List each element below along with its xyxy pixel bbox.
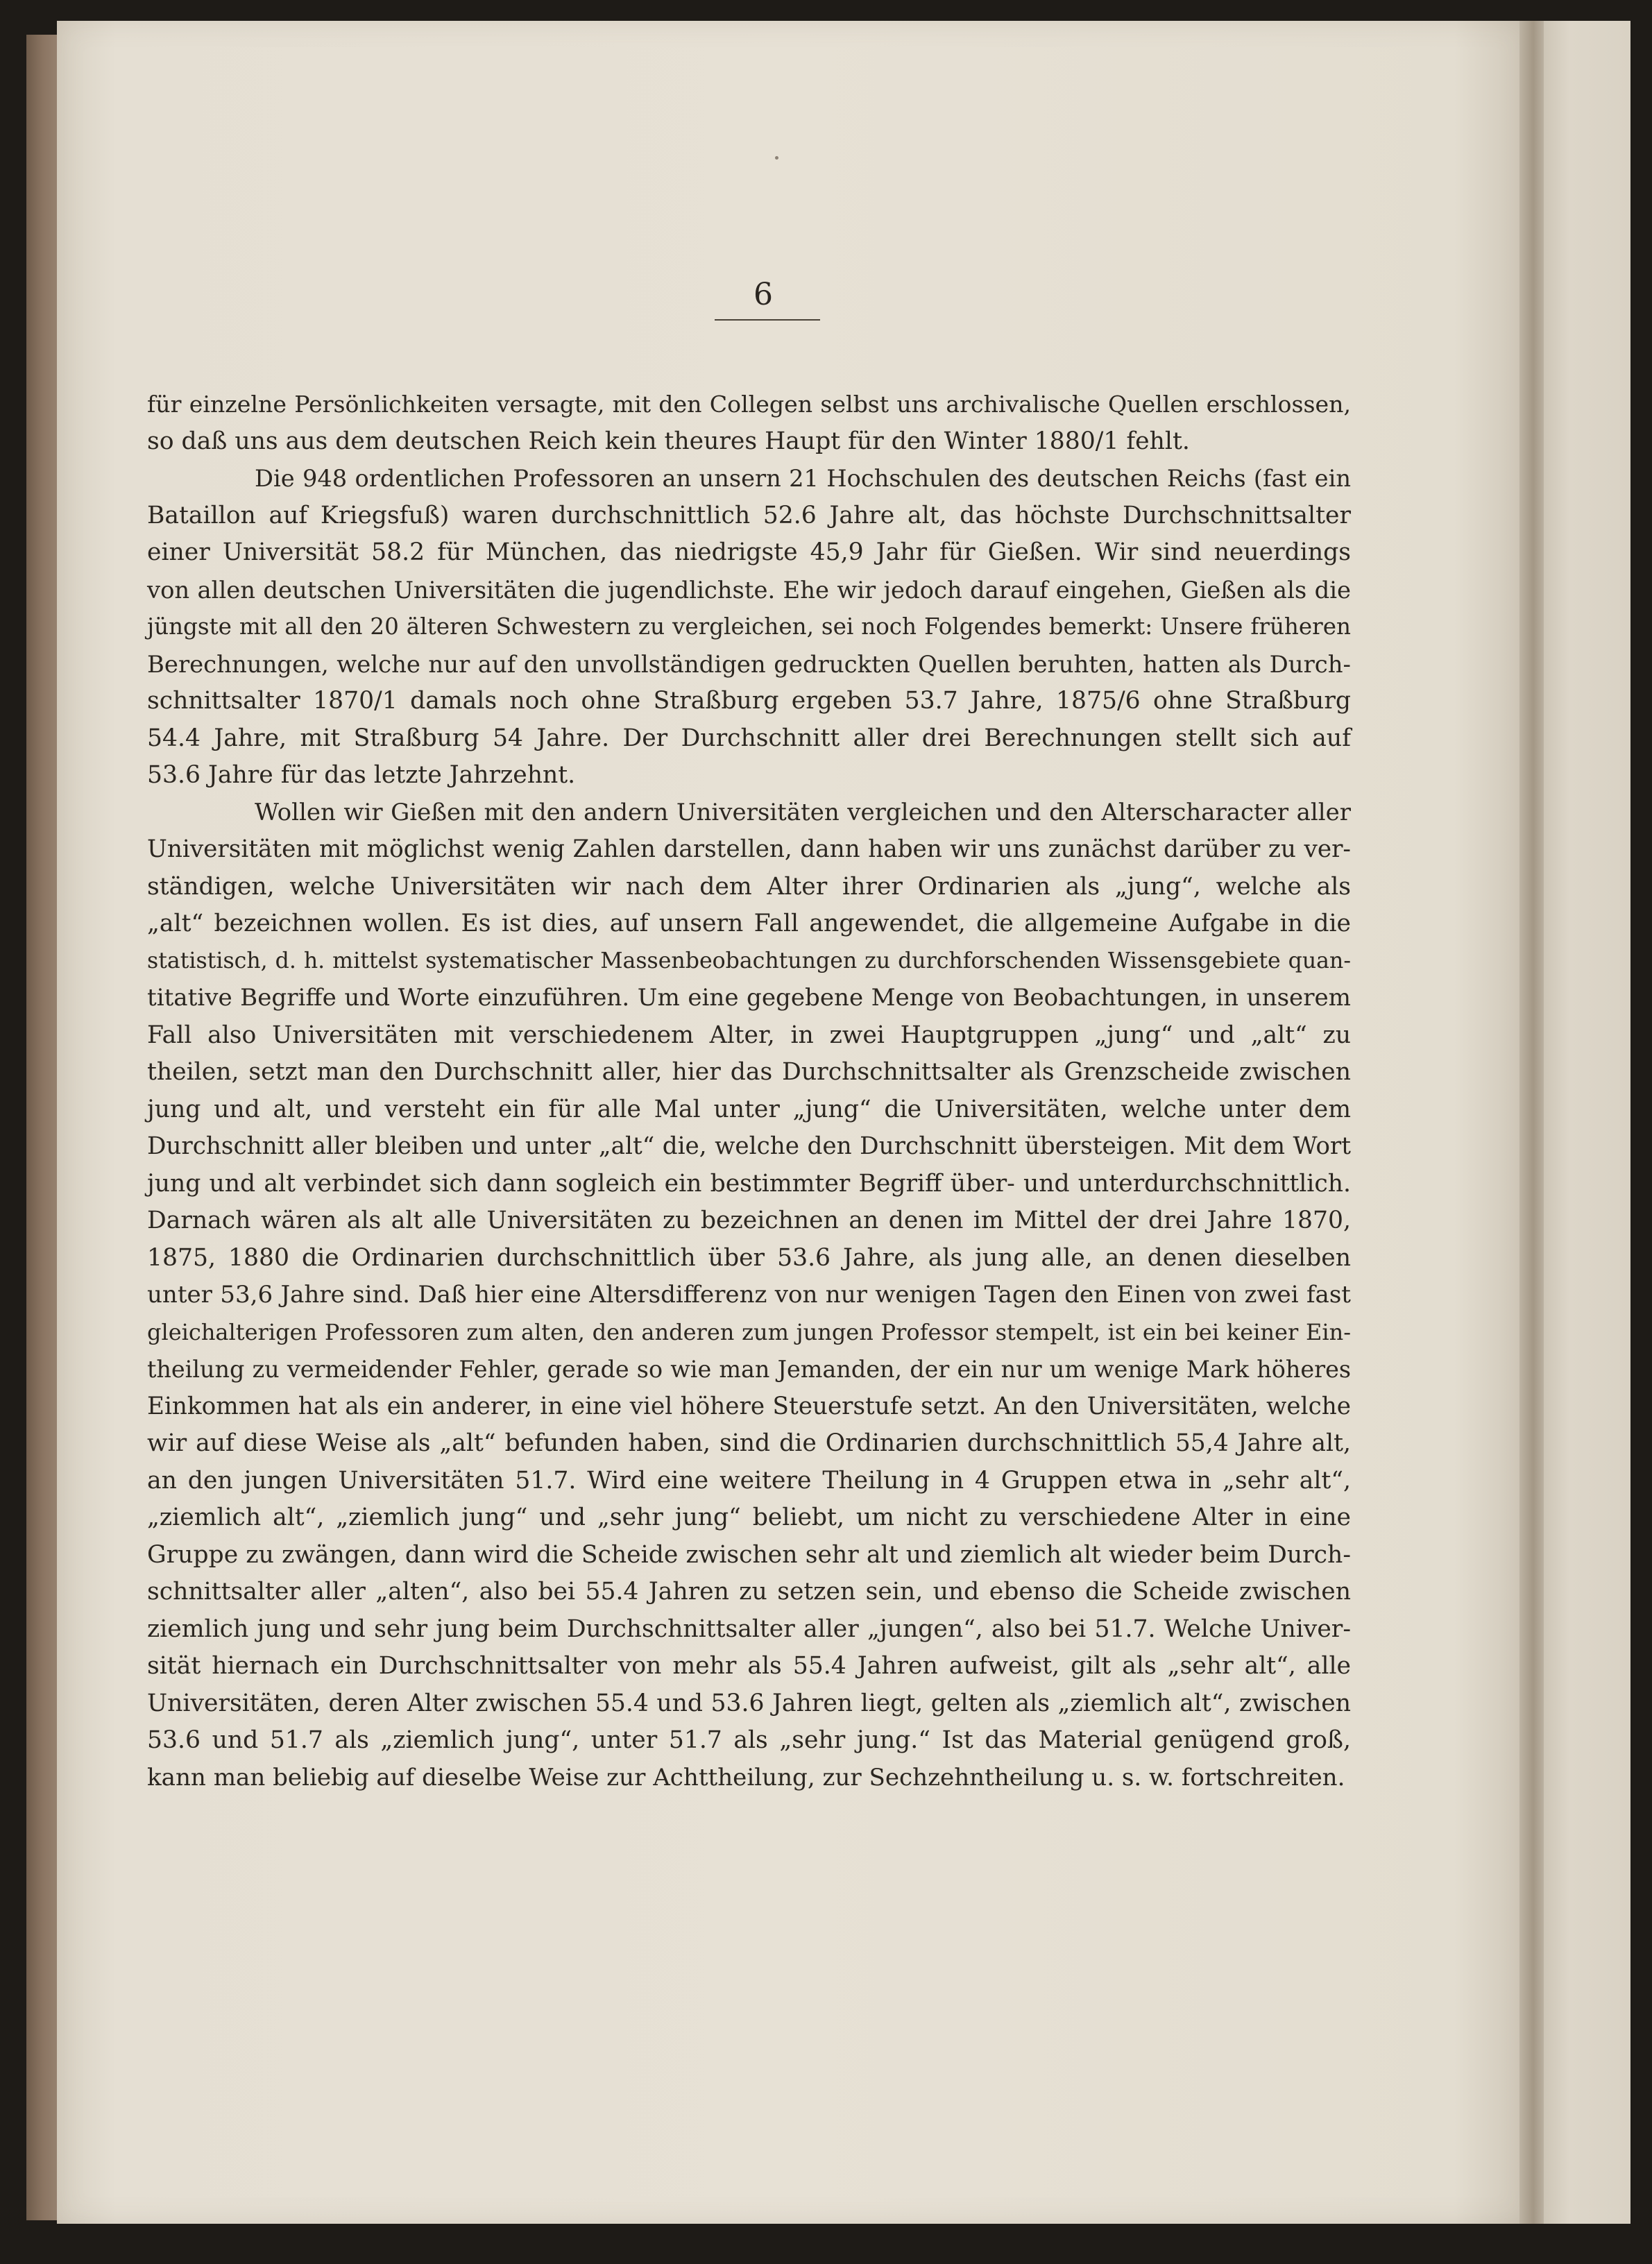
text-line: sität hiernach ein Durchschnittsalter von mehr als 55.4 Jahren aufweist, gilt als „sehr alt“, alle xyxy=(147,1652,1351,1680)
text-line: Einkommen hat als ein anderer, in eine viel höhere Steuerstufe setzt. An den Universitäten, welche xyxy=(147,1392,1351,1420)
text-line: Wollen wir Gießen mit den andern Universitäten vergleichen und den Alterscharacter aller xyxy=(255,798,1351,826)
text-line: jüngste mit all den 20 älteren Schwestern zu vergleichen, sei noch Folgendes bemerkt: Unsere früheren xyxy=(147,613,1351,640)
text-line: für einzelne Persönlichkeiten versagte, mit den Collegen selbst uns archivalische Quellen erschlossen, xyxy=(147,391,1351,418)
text-line: von allen deutschen Universitäten die jugendlichste. Ehe wir jedoch darauf eingehen, Gießen als die xyxy=(147,576,1351,604)
paper-speck xyxy=(775,156,778,160)
text-line: „alt“ bezeichnen wollen. Es ist dies, auf unsern Fall angewendet, die allgemeine Aufgabe in die xyxy=(147,910,1351,937)
text-line: Bataillon auf Kriegsfuß) waren durchschnittlich 52.6 Jahre alt, das höchste Durchschnittsalter xyxy=(147,501,1351,529)
text-line: Durchschnitt aller bleiben und unter „alt“ die, welche den Durchschnitt übersteigen. Mit dem Wort xyxy=(147,1132,1351,1160)
binding-gutter xyxy=(1519,21,1547,2224)
text-line: Universitäten, deren Alter zwischen 55.4 und 53.6 Jahren liegt, gelten als „ziemlich alt“, zwischen xyxy=(147,1689,1351,1717)
text-line: statistisch, d. h. mittelst systematischer Massenbeobachtungen zu durchforschenden Wissensgebiete quan- xyxy=(147,948,1351,973)
text-line: ziemlich jung und sehr jung beim Durchschnittsalter aller „jungen“, also bei 51.7. Welche Univer- xyxy=(147,1615,1351,1643)
text-line: schnittsalter 1870/1 damals noch ohne Straßburg ergeben 53.7 Jahre, 1875/6 ohne Straßburg xyxy=(147,687,1351,715)
text-line: Die 948 ordentlichen Professoren an unsern 21 Hochschulen des deutschen Reichs (fast ein xyxy=(255,465,1351,492)
text-line: 1875, 1880 die Ordinarien durchschnittlich über 53.6 Jahre, als jung alle, an denen dieselben xyxy=(147,1243,1351,1272)
text-line: Berechnungen, welche nur auf den unvollständigen gedruckten Quellen beruhten, hatten als Durch- xyxy=(147,650,1351,678)
text-line: „ziemlich alt“, „ziemlich jung“ und „sehr jung“ beliebt, um nicht zu verschiedene Alter in eine xyxy=(147,1504,1351,1531)
text-line: an den jungen Universitäten 51.7. Wird eine weitere Theilung in 4 Gruppen etwa in „sehr alt“, xyxy=(147,1466,1351,1495)
text-line: theilung zu vermeidender Fehler, gerade so wie man Jemanden, der ein nur um wenige Mark höheres xyxy=(147,1356,1351,1383)
text-line: 53.6 und 51.7 als „ziemlich jung“, unter 51.7 als „sehr jung.“ Ist das Material genügend groß, xyxy=(147,1726,1351,1754)
text-line: 54.4 Jahre, mit Straßburg 54 Jahre. Der Durchschnitt aller drei Berechnungen stellt sich auf xyxy=(147,724,1351,752)
text-line: Universitäten mit möglichst wenig Zahlen darstellen, dann haben wir uns zunächst darüber zu ver- xyxy=(147,835,1351,863)
text-line: wir auf diese Weise als „alt“ befunden haben, sind die Ordinarien durchschnittlich 55,4 Jahre alt, xyxy=(147,1429,1351,1457)
body-text xyxy=(147,386,1351,1796)
text-line: schnittsalter aller „alten“, also bei 55.4 Jahren zu setzen sein, und ebenso die Scheide zwischen xyxy=(147,1578,1351,1606)
text-line: ständigen, welche Universitäten wir nach dem Alter ihrer Ordinarien als „jung“, welche als xyxy=(147,872,1351,901)
text-line: theilen, setzt man den Durchschnitt aller, hier das Durchschnittsalter als Grenzscheide zwischen xyxy=(147,1058,1351,1086)
page-number: 6 xyxy=(753,277,773,312)
text-line: kann man beliebig auf dieselbe Weise zur Achttheilung, zur Sechzehntheilung u. s. w. fortschreiten. xyxy=(147,1763,1345,1791)
text-line: gleichalterigen Professoren zum alten, den anderen zum jungen Professor stempelt, ist ein bei keiner Ein- xyxy=(147,1318,1351,1345)
adjacent-page-edge xyxy=(1544,21,1630,2224)
text-line: Darnach wären als alt alle Universitäten zu bezeichnen an denen im Mittel der drei Jahre 1870, xyxy=(147,1207,1351,1234)
text-line: Gruppe zu zwängen, dann wird die Scheide zwischen sehr alt und ziemlich alt wieder beim Durch- xyxy=(147,1540,1351,1569)
text-line: jung und alt, und versteht ein für alle Mal unter „jung“ die Universitäten, welche unter dem xyxy=(147,1095,1351,1123)
text-line: 53.6 Jahre für das letzte Jahrzehnt. xyxy=(147,761,576,789)
text-line: unter 53,6 Jahre sind. Daß hier eine Altersdifferenz von nur wenigen Tagen den Einen von zwei fast xyxy=(147,1281,1351,1309)
text-line: einer Universität 58.2 für München, das niedrigste 45,9 Jahr für Gießen. Wir sind neuerdings xyxy=(147,538,1351,566)
header-rule xyxy=(715,319,820,321)
text-line: Fall also Universitäten mit verschiedenem Alter, in zwei Hauptgruppen „jung“ und „alt“ zu xyxy=(147,1021,1351,1049)
text-line: titative Begriffe und Worte einzuführen. Um eine gegebene Menge von Beobachtungen, in unserem xyxy=(147,984,1351,1012)
text-line: jung und alt verbindet sich dann sogleich ein bestimmter Begriff über- und unterdurchschnittlich. xyxy=(147,1169,1351,1198)
text-line: so daß uns aus dem deutschen Reich kein theures Haupt für den Winter 1880/1 fehlt. xyxy=(147,427,1190,455)
